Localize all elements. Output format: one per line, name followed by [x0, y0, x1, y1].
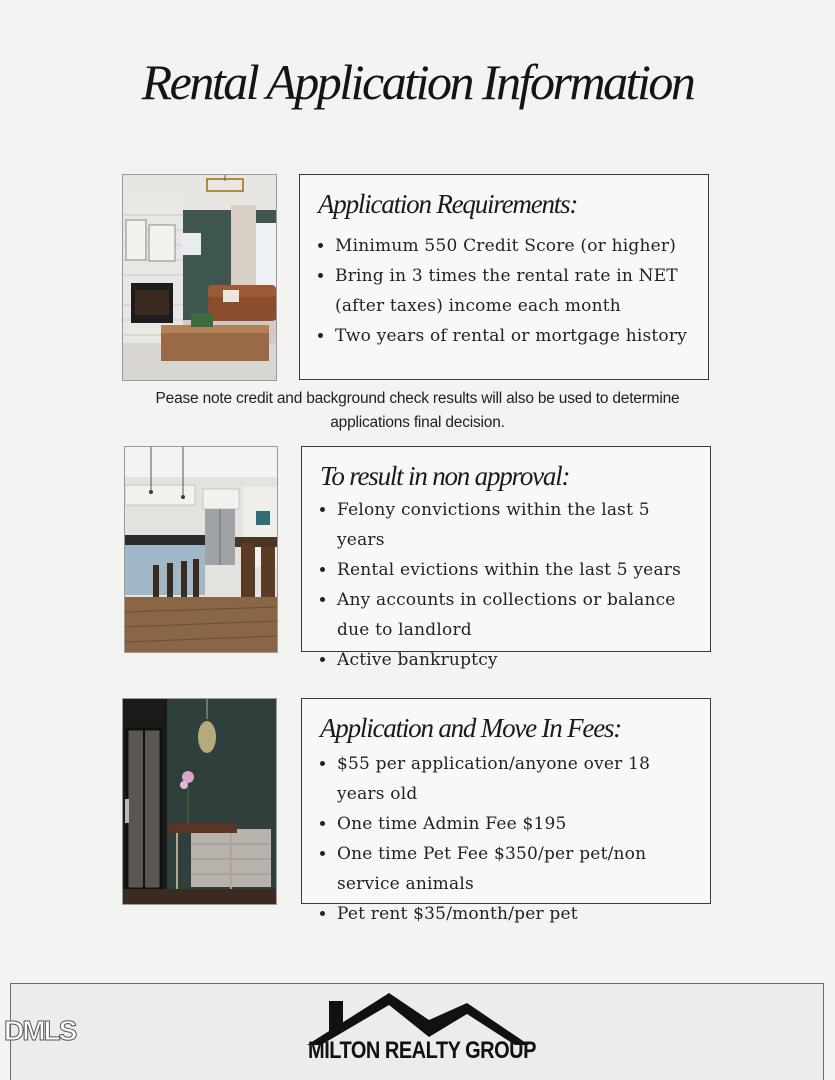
- list-item: $55 per application/anyone over 18 years old: [320, 749, 700, 809]
- list-item: Two years of rental or mortgage history: [318, 321, 698, 351]
- kitchen-photo: [124, 446, 278, 653]
- list-item: Pet rent $35/month/per pet: [320, 899, 700, 929]
- section-heading: Application and Move In Fees:: [320, 713, 622, 743]
- entryway-photo: [122, 698, 277, 905]
- footer-banner: [10, 983, 824, 1080]
- section-heading: Application Requirements:: [318, 189, 578, 219]
- brand-name: MILTON REALTY GROUP: [308, 1037, 536, 1065]
- credit-check-note: Pease note credit and background check results will also be used to determine applications final decision.: [155, 390, 680, 431]
- section-heading: To result in non approval:: [320, 461, 570, 491]
- list-item: Active bankruptcy: [320, 645, 700, 675]
- list-item: Any accounts in collections or balance due to landlord: [320, 585, 700, 645]
- fees-card: [301, 698, 711, 924]
- fees-list: [320, 749, 700, 929]
- list-item: Rental evictions within the last 5 years: [320, 555, 700, 585]
- page-title: Rental Application Information: [141, 54, 694, 110]
- application-requirements-card: [299, 174, 709, 380]
- living-room-photo: [122, 174, 277, 381]
- non-approval-list: [320, 495, 700, 675]
- list-item: One time Pet Fee $350/per pet/non service animals: [320, 839, 700, 899]
- requirements-list: [318, 231, 698, 351]
- list-item: Minimum 550 Credit Score (or higher): [318, 231, 698, 261]
- mls-watermark: DMLS: [4, 1015, 76, 1046]
- non-approval-card: [301, 446, 711, 670]
- list-item: Felony convictions within the last 5 years: [320, 495, 700, 555]
- list-item: One time Admin Fee $195: [320, 809, 700, 839]
- list-item: Bring in 3 times the rental rate in NET (after taxes) income each month: [318, 261, 698, 321]
